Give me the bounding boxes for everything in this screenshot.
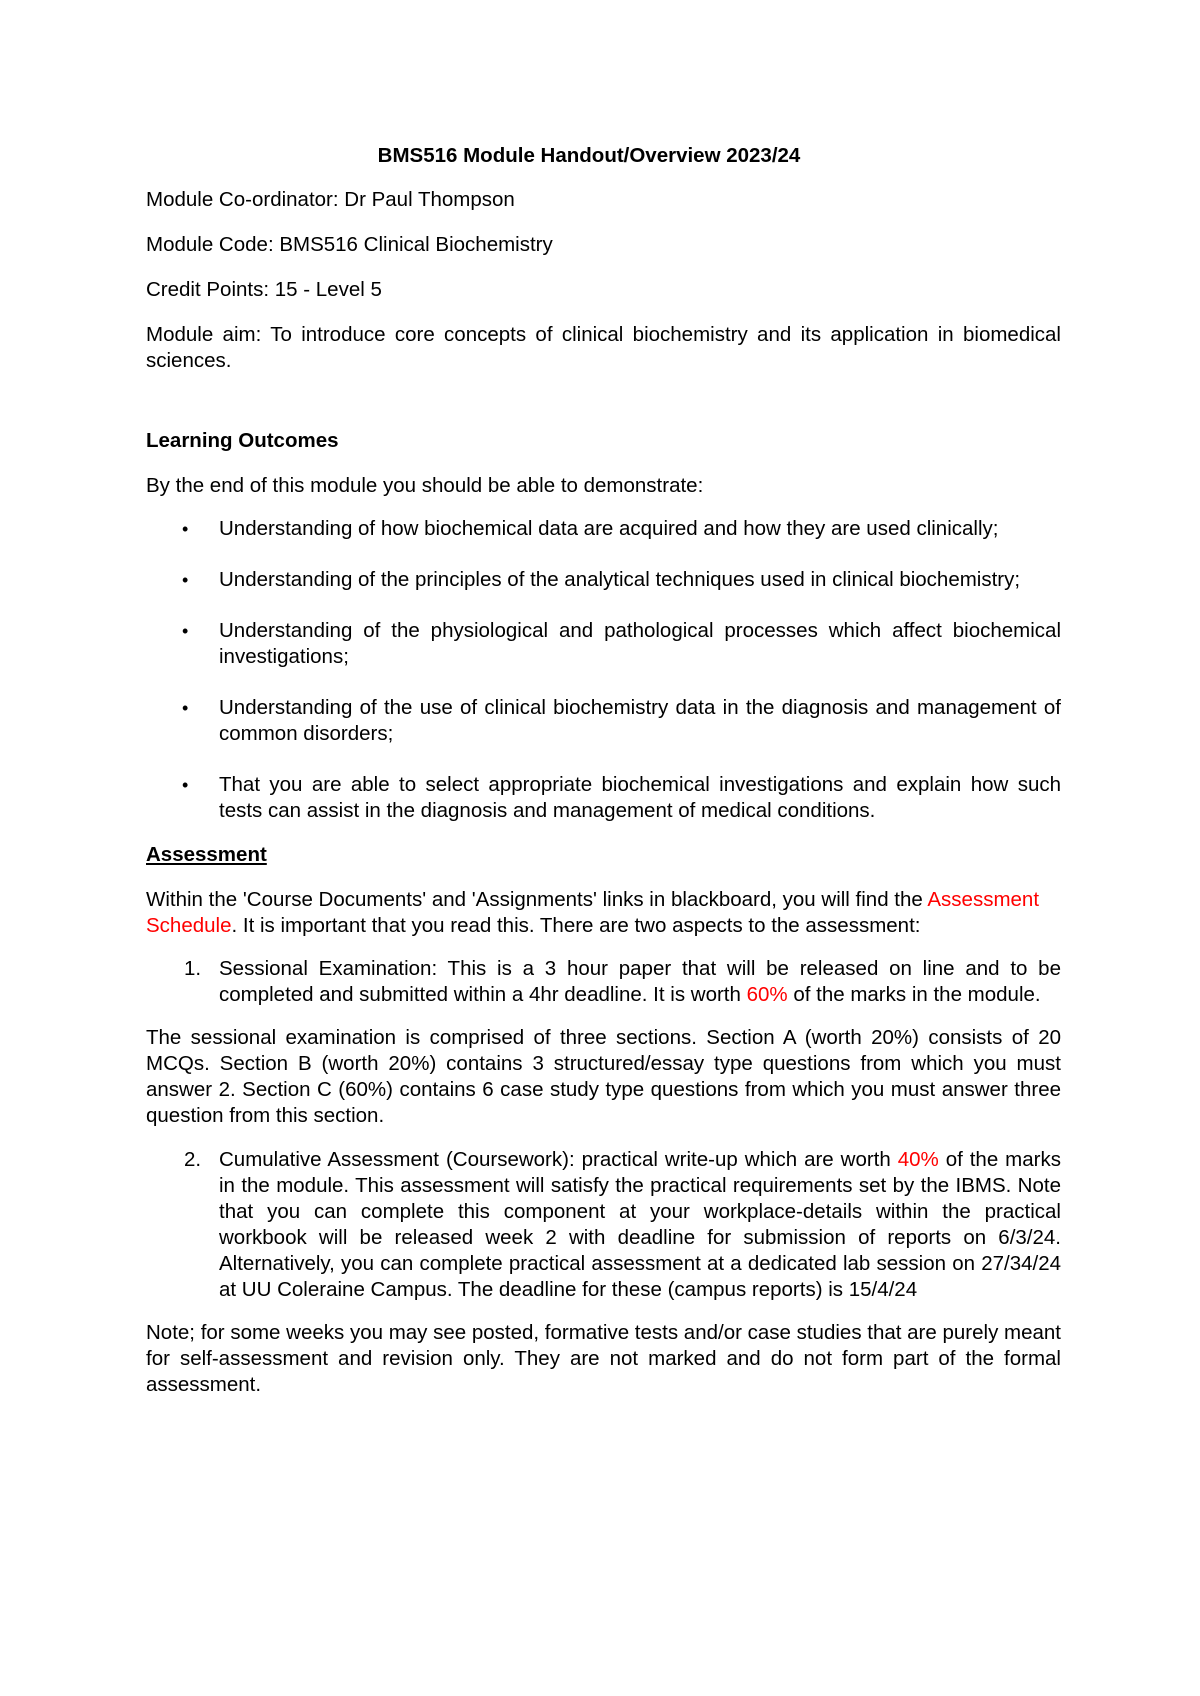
document-title: BMS516 Module Handout/Overview 2023/24: [377, 144, 801, 167]
outcome-text: Understanding of how biochemical data are acquired and how they are used clinically;: [219, 517, 999, 540]
outcome-text: Understanding of the physiological and pathological processes which affect biochemical investigations;: [219, 619, 1061, 668]
bullet-icon: •: [182, 570, 189, 590]
list-item: [146, 695, 1061, 747]
coursework-text-end: of the marks in the module. This assessment will satisfy the practical requirements set by the IBMS. Note that you can complete this component at your workplace-details within the practical workbook will be released week 2 with deadline for submission of reports on 6/3/24. Alternatively, you can complete practical assessment at a dedicated lab session on 27/34/24 at UU Coleraine Campus. The deadline for these (campus reports) is 15/4/24: [219, 1148, 1061, 1301]
assessment-intro-text: Within the 'Course Documents' and 'Assignments' links in blackboard, you will find the: [146, 888, 928, 911]
module-code: Module Code: BMS516 Clinical Biochemistry: [146, 233, 553, 256]
credit-points: Credit Points: 15 - Level 5: [146, 278, 382, 301]
assessment-heading: Assessment: [146, 843, 267, 866]
exam-details: The sessional examination is comprised of three sections. Section A (worth 20%) consists of 20 MCQs. Section B (worth 20%) contains 3 structured/essay type questions from which you must answer 2. Section C (60%) contains 6 case study type questions from which you must answer three question from this section.: [146, 1026, 1061, 1127]
list-item: [146, 772, 1061, 824]
outcome-text: That you are able to select appropriate biochemical investigations and explain how such tests can assist in the diagnosis and management of medical conditions.: [219, 773, 1061, 822]
assessment-intro-text-end: . It is important that you read this. There are two aspects to the assessment:: [231, 914, 921, 937]
assessment-list-1: [146, 956, 1061, 1008]
coursework-weight: 40%: [897, 1148, 939, 1171]
learning-outcomes-list: [146, 516, 1061, 824]
list-item: [146, 567, 1061, 593]
exam-weight: 60%: [746, 983, 788, 1006]
assessment-intro: [146, 887, 1061, 939]
outcome-text: Understanding of the use of clinical biochemistry data in the diagnosis and management of common disorders;: [219, 696, 1061, 745]
assessment-note: Note; for some weeks you may see posted, formative tests and/or case studies that are purely meant for self-assessment and revision only. They are not marked and do not form part of the formal assessment.: [146, 1321, 1061, 1396]
item-number: 1.: [184, 957, 202, 980]
bullet-icon: •: [182, 775, 189, 795]
learning-outcomes-heading: Learning Outcomes: [146, 429, 339, 452]
list-item: [146, 1147, 1061, 1303]
module-coordinator: Module Co-ordinator: Dr Paul Thompson: [146, 188, 515, 211]
item-number: 2.: [184, 1148, 202, 1171]
outcome-text: Understanding of the principles of the analytical techniques used in clinical biochemistry;: [219, 568, 1021, 591]
list-item: [146, 956, 1061, 1008]
bullet-icon: •: [182, 621, 189, 641]
assessment-schedule-link[interactable]: Assessment Schedule: [146, 888, 1040, 937]
bullet-icon: •: [182, 698, 189, 718]
sessional-exam-text: Sessional Examination: This is a 3 hour paper that will be released on line and to be completed and submitted within a 4hr deadline. It is worth: [219, 957, 1061, 1006]
sessional-exam-text-end: of the marks in the module.: [787, 983, 1041, 1006]
assessment-list-2: [146, 1147, 1061, 1303]
bullet-icon: •: [182, 519, 189, 539]
list-item: [146, 516, 1061, 542]
module-aim: Module aim: To introduce core concepts of clinical biochemistry and its application in biomedical sciences.: [146, 323, 1061, 372]
learning-outcomes-intro: By the end of this module you should be able to demonstrate:: [146, 474, 704, 497]
coursework-text: Cumulative Assessment (Coursework): practical write-up which are worth: [219, 1148, 898, 1171]
list-item: [146, 618, 1061, 670]
document-page: [146, 143, 1061, 1398]
